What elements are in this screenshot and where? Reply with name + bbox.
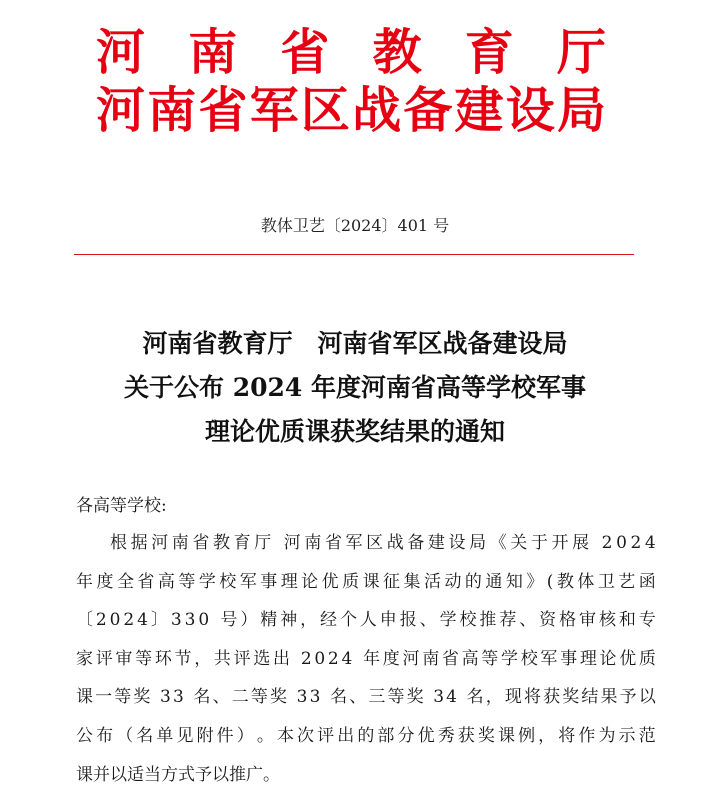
body-char: 秀 (437, 725, 455, 746)
body-char: 征 (383, 571, 401, 592)
body-char: 南 (422, 648, 440, 669)
issuer-char: 战 (352, 81, 402, 139)
issuer-char: 南 (147, 81, 197, 139)
body-char: 河 (151, 533, 169, 553)
body-char: 选 (253, 648, 271, 669)
body-char: 次 (297, 725, 315, 746)
body-char: 评 (317, 725, 335, 746)
body-line (76, 644, 656, 683)
body-char: 》 (526, 571, 544, 592)
body-char: ） (236, 725, 254, 746)
body-char: 4 (341, 648, 353, 669)
body-char: 审 (115, 648, 133, 669)
body-char: 学 (198, 571, 216, 592)
body-char: 2 (630, 533, 642, 553)
body-char: 课 (76, 687, 93, 708)
body-char: 3 (160, 687, 171, 708)
body-char: 奖 (477, 725, 495, 746)
body-char: 3 (296, 687, 308, 708)
body-char: 评 (233, 648, 251, 669)
body-char: 事 (560, 648, 578, 669)
body-char: 省 (441, 648, 459, 669)
body-char: 开 (551, 533, 569, 553)
body-char: 推 (479, 610, 497, 631)
body-line: 课并以适当方式予以推广。 (76, 764, 280, 785)
body-char: 于 (530, 533, 548, 553)
body-char: 体 (577, 571, 595, 592)
body-char: 全 (116, 571, 134, 592)
body-char: 根 (110, 533, 127, 553)
body-char (212, 605, 217, 644)
body-char (186, 682, 191, 721)
body-line (76, 567, 656, 606)
body-char: （ (116, 725, 134, 746)
body-char (323, 682, 328, 721)
body-char: 家 (76, 648, 93, 669)
body-char: 例 (518, 725, 536, 746)
body-char: 奖 (269, 687, 287, 708)
body-line (76, 605, 656, 644)
body-char: ， (194, 648, 212, 669)
body-char: 论 (599, 648, 617, 669)
body-char (593, 528, 598, 567)
body-char: 备 (407, 533, 425, 553)
body-char: 。 (256, 725, 274, 746)
body-char: 一 (95, 687, 113, 708)
body-char: 分 (397, 725, 415, 746)
body-char: 获 (457, 725, 475, 746)
body-char: 作 (578, 725, 596, 746)
body-char: 神 (280, 610, 298, 631)
body-char: 果 (600, 687, 618, 708)
issuer-char: 南 (188, 23, 238, 81)
issuer-char: 厅 (556, 23, 606, 81)
body-char: 示 (618, 725, 636, 746)
body-char: 《 (489, 533, 507, 553)
document-number: 教体卫艺〔2024〕401 号 (260, 216, 450, 235)
body-char: 2 (123, 610, 135, 631)
body-line (76, 528, 656, 567)
body-char (355, 644, 360, 683)
body-char (459, 682, 464, 721)
body-char: 等 (250, 687, 268, 708)
body-char: 军 (345, 533, 363, 553)
red-divider-line (74, 254, 634, 255)
body-char: ， (485, 687, 503, 708)
body-char: 学 (439, 610, 457, 631)
body-char: 号 (220, 610, 238, 631)
body-char: 报 (399, 610, 417, 631)
body-char: 共 (213, 648, 231, 669)
body-char: 教 (556, 571, 574, 592)
body-char: 奖 (133, 687, 151, 708)
body-char: 年 (363, 648, 381, 669)
body-char: 理 (280, 571, 298, 592)
body-char: 2 (327, 648, 339, 669)
body-char: 据 (130, 533, 148, 553)
body-paragraph (76, 528, 656, 798)
body-char: 环 (154, 648, 172, 669)
body-char: 格 (559, 610, 577, 631)
body-char: 省 (324, 533, 342, 553)
body-char (293, 644, 298, 683)
body-char: 战 (386, 533, 404, 553)
body-char: 名 (466, 687, 484, 708)
issuer-char: 区 (300, 81, 350, 139)
body-char: 人 (359, 610, 377, 631)
body-char: 、 (419, 610, 437, 631)
body-char: 为 (598, 725, 616, 746)
salutation: 各高等学校: (76, 496, 167, 516)
body-char: 布 (96, 725, 114, 746)
body-char: 4 (644, 533, 656, 553)
body-char: 单 (156, 725, 174, 746)
body-char: 将 (524, 687, 542, 708)
body-char: 个 (339, 610, 357, 631)
body-char: 见 (176, 725, 194, 746)
body-char: 建 (427, 533, 445, 553)
body-char: 名 (193, 687, 211, 708)
body-char: 度 (382, 648, 400, 669)
body-char: 2 (601, 533, 613, 553)
body-char: 、 (349, 687, 367, 708)
body-char: 集 (403, 571, 421, 592)
body-char: 函 (638, 571, 656, 592)
issuer-char: 省 (198, 81, 248, 139)
body-char: 局 (469, 533, 487, 553)
body-char: 申 (379, 610, 397, 631)
body-char: 0 (109, 610, 121, 631)
body-char: ） (240, 610, 258, 631)
body-char: 资 (539, 610, 557, 631)
body-char: 评 (95, 648, 113, 669)
issuer-char: 局 (556, 81, 606, 139)
body-char: 区 (366, 533, 384, 553)
issuer-char: 河 (96, 81, 146, 139)
issuer-char: 建 (454, 81, 504, 139)
issuer-char: 育 (464, 23, 514, 81)
body-char: 课 (362, 571, 380, 592)
body-char: 4 (137, 610, 148, 631)
body-char: 的 (357, 725, 375, 746)
body-char: 经 (320, 610, 338, 631)
body-char: 展 (572, 533, 590, 553)
body-char: 2 (95, 610, 107, 631)
issuer-char: 备 (403, 81, 453, 139)
body-char: 以 (638, 687, 656, 708)
issuer-char: 河 (96, 23, 146, 81)
body-char: 二 (231, 687, 249, 708)
body-char: 节 (174, 648, 192, 669)
body-char: 等 (114, 687, 132, 708)
body-char: 质 (342, 571, 360, 592)
body-char: 名 (330, 687, 348, 708)
body-char: 出 (273, 648, 291, 669)
body-char: 予 (619, 687, 637, 708)
body-char: 2 (300, 648, 312, 669)
body-char: 设 (448, 533, 466, 553)
issuer-char: 省 (280, 23, 330, 81)
body-char: 优 (619, 648, 637, 669)
body-char: 、 (519, 610, 537, 631)
body-char: 河 (402, 648, 420, 669)
body-char: 奖 (406, 687, 424, 708)
body-char: 河 (283, 533, 301, 553)
body-char: 附 (196, 725, 214, 746)
body-char: 等 (135, 648, 153, 669)
body-char: ， (538, 725, 556, 746)
body-char: 质 (638, 648, 656, 669)
body-char: 省 (192, 533, 210, 553)
body-char: 公 (76, 725, 93, 746)
issuer-char: 军 (249, 81, 299, 139)
issuer-heading-education-department (96, 22, 606, 82)
body-char: 奖 (562, 687, 580, 708)
body-line (76, 721, 656, 760)
body-char (153, 682, 158, 721)
body-char (289, 682, 294, 721)
body-char: 0 (314, 648, 326, 669)
body-char: ， (300, 610, 318, 631)
body-char: 部 (377, 725, 395, 746)
body-char: 核 (598, 610, 616, 631)
body-char: 论 (301, 571, 319, 592)
body-char: 出 (337, 725, 355, 746)
body-char: 南 (304, 533, 322, 553)
body-char: 优 (321, 571, 339, 592)
body-char: 精 (260, 610, 278, 631)
body-char: 的 (464, 571, 482, 592)
issuer-heading-military-district (96, 80, 606, 140)
body-char: 0 (616, 533, 627, 553)
body-char: 校 (459, 610, 477, 631)
body-char (275, 528, 280, 567)
document-title (0, 322, 710, 454)
body-char: 知 (505, 571, 523, 592)
body-char: 高 (157, 571, 175, 592)
body-char: 育 (233, 533, 251, 553)
issuer-char: 设 (505, 81, 555, 139)
title-line: 河南省教育厅 河南省军区战备建设局 (142, 329, 568, 358)
body-char: 获 (543, 687, 561, 708)
body-char: 度 (96, 571, 114, 592)
body-char: 等 (178, 571, 196, 592)
body-char: 学 (501, 648, 518, 669)
body-char: 等 (387, 687, 405, 708)
body-char: 优 (417, 725, 435, 746)
body-char: 年 (76, 571, 93, 592)
body-char: 教 (212, 533, 230, 553)
body-char: ( (546, 571, 554, 592)
body-char: 现 (504, 687, 522, 708)
body-char: 荐 (499, 610, 517, 631)
body-char: 动 (444, 571, 462, 592)
body-char: 通 (485, 571, 503, 592)
body-char: 本 (276, 725, 294, 746)
body-char: 理 (579, 648, 597, 669)
body-char: 军 (540, 648, 558, 669)
body-char: 校 (219, 571, 237, 592)
body-char: 4 (446, 687, 457, 708)
body-char: 专 (638, 610, 656, 631)
body-char: 0 (198, 610, 210, 631)
body-char: 三 (368, 687, 386, 708)
body-char: 校 (520, 648, 538, 669)
body-char: 范 (638, 725, 656, 746)
body-char: 高 (461, 648, 479, 669)
body-char: 事 (260, 571, 278, 592)
body-char: 、 (212, 687, 230, 708)
body-char: 卫 (597, 571, 615, 592)
body-char: 3 (184, 610, 196, 631)
body-char: 省 (137, 571, 155, 592)
body-char: 将 (558, 725, 576, 746)
body-char: 3 (433, 687, 445, 708)
body-char: 审 (579, 610, 597, 631)
body-char: 3 (309, 687, 321, 708)
body-char: 3 (172, 687, 184, 708)
body-char: 件 (216, 725, 234, 746)
body-char: 名 (136, 725, 154, 746)
body-char (426, 682, 431, 721)
body-char: 活 (423, 571, 441, 592)
issuer-char: 教 (372, 23, 422, 81)
body-char: 〔 (76, 610, 93, 631)
body-char: 艺 (618, 571, 636, 592)
body-char: 南 (171, 533, 189, 553)
body-char: 〕 (150, 610, 168, 631)
title-line: 理论优质课获奖结果的通知 (204, 417, 505, 446)
body-char: 结 (581, 687, 599, 708)
body-char: 关 (510, 533, 528, 553)
body-char: 等 (481, 648, 499, 669)
body-char: 课 (497, 725, 515, 746)
body-line (76, 682, 656, 721)
title-line: 关于公布 2024 年度河南省高等学校军事 (124, 373, 586, 402)
body-char: 3 (170, 610, 182, 631)
body-char: 厅 (254, 533, 272, 553)
body-char: 和 (618, 610, 636, 631)
body-char: 军 (239, 571, 257, 592)
